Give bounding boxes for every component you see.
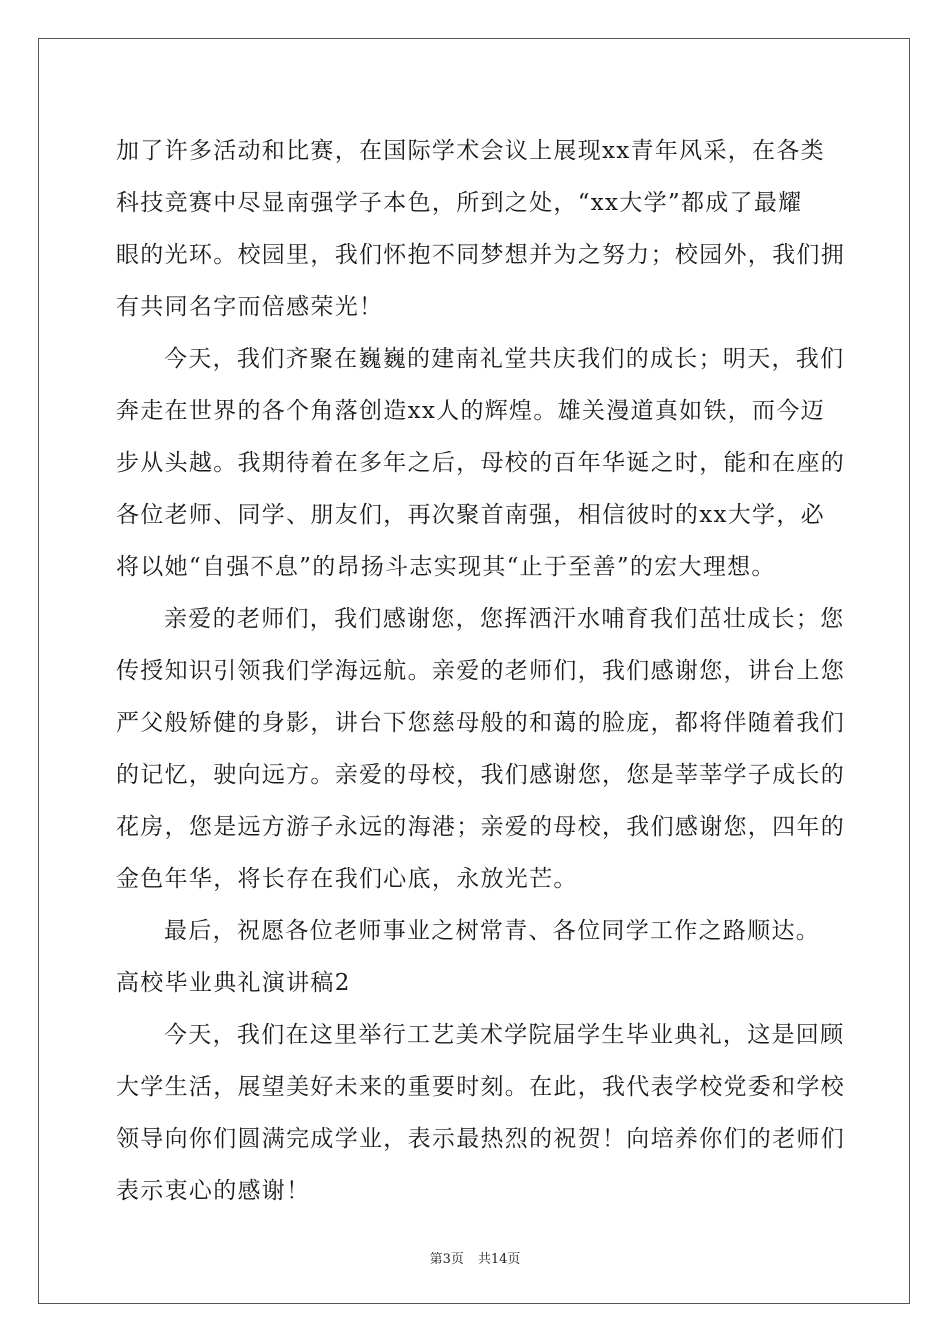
text-line: 各位老师、同学、朋友们，再次聚首南强，相信彼时的xx大学，必 [116, 502, 825, 528]
text-line: 奔走在世界的各个角落创造xx人的辉煌。雄关漫道真如铁，而今迈 [116, 398, 825, 424]
page-footer [0, 1248, 950, 1267]
text-line: 大学生活，展望美好未来的重要时刻。在此，我代表学校党委和学校 [116, 1074, 845, 1100]
text-line: 严父般矫健的身影，讲台下您慈母般的和蔼的脸庞，都将伴随着我们 [116, 710, 845, 736]
section-heading: 高校毕业典礼演讲稿2 [116, 970, 351, 996]
document-body [116, 125, 845, 1217]
paragraph-start-line: 最后，祝愿各位老师事业之树常青、各位同学工作之路顺达。 [164, 918, 821, 944]
page-total: 共14页 [477, 1252, 521, 1267]
text-line: 眼的光环。校园里，我们怀抱不同梦想并为之努力；校园外，我们拥 [116, 242, 845, 268]
paragraph-start-line: 今天，我们齐聚在巍巍的建南礼堂共庆我们的成长；明天，我们 [164, 346, 845, 372]
text-line: 领导向你们圆满完成学业，表示最热烈的祝贺！向培养你们的老师们 [116, 1126, 845, 1152]
text-line: 有共同名字而倍感荣光！ [116, 294, 384, 320]
text-line: 传授知识引领我们学海远航。亲爱的老师们，我们感谢您，讲台上您 [116, 658, 845, 684]
text-line: 金色年华，将长存在我们心底，永放光芒。 [116, 866, 578, 892]
text-line: 步从头越。我期待着在多年之后，母校的百年华诞之时，能和在座的 [116, 450, 845, 476]
text-line: 科技竞赛中尽显南强学子本色，所到之处，“xx大学”都成了最耀 [116, 190, 803, 216]
text-line: 表示衷心的感谢！ [116, 1178, 311, 1204]
text-line: 花房，您是远方游子永远的海港；亲爱的母校，我们感谢您，四年的 [116, 814, 845, 840]
text-line: 的记忆，驶向远方。亲爱的母校，我们感谢您，您是莘莘学子成长的 [116, 762, 845, 788]
paragraph-start-line: 今天，我们在这里举行工艺美术学院届学生毕业典礼，这是回顾 [164, 1022, 845, 1048]
paragraph-start-line: 亲爱的老师们，我们感谢您，您挥洒汗水哺育我们茁壮成长；您 [164, 606, 845, 632]
page-number: 第3页 [429, 1252, 464, 1267]
text-line: 加了许多活动和比赛，在国际学术会议上展现xx青年风采，在各类 [116, 138, 825, 164]
text-line: 将以她“自强不息”的昂扬斗志实现其“止于至善”的宏大理想。 [116, 554, 776, 580]
